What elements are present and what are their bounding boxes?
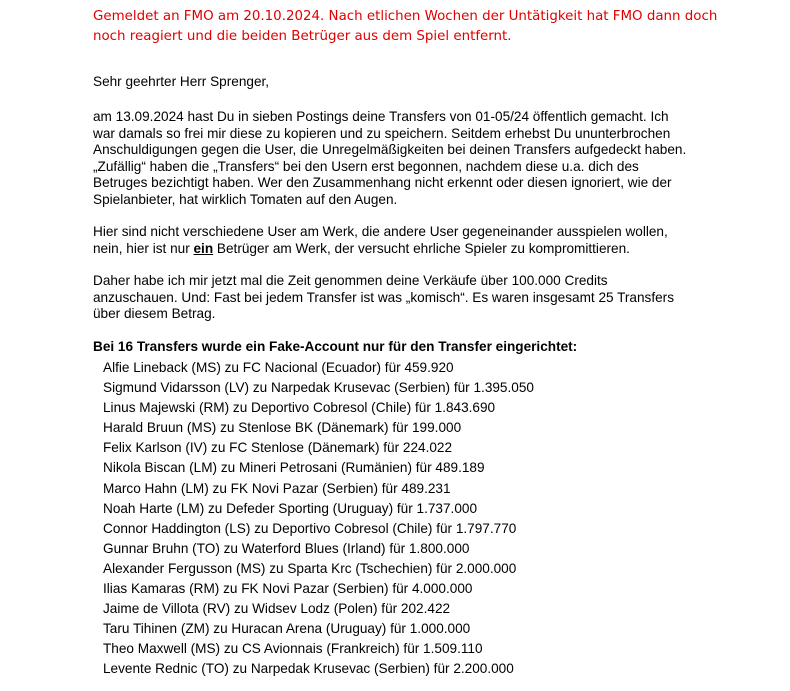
paragraph-sales-review: Daher habe ich mir jetzt mal die Zeit genommen deine Verkäufe über 100.000 Credits anzuschauen. Und: Fast bei jedem Transfer ist was „komisch“. Es waren insgesamt 25 Transfers über diesem Betrag. bbox=[93, 273, 674, 321]
list-item: Noah Harte (LM) zu Defeder Sporting (Uruguay) für 1.737.000 bbox=[103, 500, 478, 516]
salutation: Sehr geehrter Herr Sprenger, bbox=[93, 74, 270, 89]
paragraph-text-after: Betrüger am Werk, der versucht ehrliche Spieler zu kompromittieren. bbox=[213, 240, 630, 256]
emphasized-word: ein bbox=[193, 240, 214, 256]
paragraph-single-fraudster bbox=[93, 224, 693, 257]
list-item: Theo Maxwell (MS) zu CS Avionnais (Frankreich) für 1.509.110 bbox=[103, 641, 483, 657]
list-item: Jaime de Villota (RV) zu Widsev Lodz (Polen) für 202.422 bbox=[103, 601, 451, 617]
list-item: Sigmund Vidarsson (LV) zu Narpedak Krusevac (Serbien) für 1.395.050 bbox=[103, 380, 534, 396]
paragraph-intro: am 13.09.2024 hast Du in sieben Postings deine Transfers von 01-05/24 öffentlich gemacht. Ich war damals so frei mir diese zu kopieren und zu speichern. Seitdem erhebst Du ununterbrochen Anschuldigungen gegen die User, die Unregelmäßigkeiten bei deinen Transfers aufgedeckt haben. „Zufällig“ haben die „Transfers“ bei den Usern erst begonnen, nachdem diese u.a. dich des Betruges bezichtigt haben. Wer den Zusammenhang nicht erkennt oder diesen ignoriert, wie der Spielanbieter, hat wirklich Tomaten auf den Augen. bbox=[93, 109, 687, 207]
list-item: Marco Hahn (LM) zu FK Novi Pazar (Serbien) für 489.231 bbox=[103, 480, 451, 496]
list-item: Ilias Kamaras (RM) zu FK Novi Pazar (Serbien) für 4.000.000 bbox=[103, 581, 473, 597]
list-item: Levente Rednic (TO) zu Narpedak Krusevac (Serbien) für 2.200.000 bbox=[103, 661, 514, 677]
list-item: Felix Karlson (IV) zu FC Stenlose (Dänemark) für 224.022 bbox=[103, 440, 453, 456]
list-item: Alfie Lineback (MS) zu FC Nacional (Ecuador) für 459.920 bbox=[103, 360, 454, 375]
notice-text: Gemeldet an FMO am 20.10.2024. Nach etlichen Wochen der Untätigkeit hat FMO dann doch noch reagiert und die beiden Betrüger aus dem Spiel entfernt. bbox=[93, 9, 718, 44]
section-heading: Bei 16 Transfers wurde ein Fake-Account nur für den Transfer eingerichtet: bbox=[93, 339, 578, 354]
list-item: Linus Majewski (RM) zu Deportivo Cobresol (Chile) für 1.843.690 bbox=[103, 400, 496, 416]
list-item: Alexander Fergusson (MS) zu Sparta Krc (Tschechien) für 2.000.000 bbox=[103, 560, 517, 576]
paragraph-text-before: Hier sind nicht verschiedene User am Werk, die andere User gegeneinander ausspielen wollen, nein, hier ist nur bbox=[93, 224, 668, 256]
list-item: Taru Tihinen (ZM) zu Huracan Arena (Uruguay) für 1.000.000 bbox=[103, 621, 471, 637]
list-item: Connor Haddington (LS) zu Deportivo Cobresol (Chile) für 1.797.770 bbox=[103, 520, 517, 536]
list-item: Nikola Biscan (LM) zu Mineri Petrosani (Rumänien) für 489.189 bbox=[103, 460, 485, 476]
list-item: Gunnar Bruhn (TO) zu Waterford Blues (Irland) für 1.800.000 bbox=[103, 540, 470, 556]
transfer-list bbox=[103, 358, 534, 680]
list-item: Harald Bruun (MS) zu Stenlose BK (Dänemark) für 199.000 bbox=[103, 420, 462, 436]
